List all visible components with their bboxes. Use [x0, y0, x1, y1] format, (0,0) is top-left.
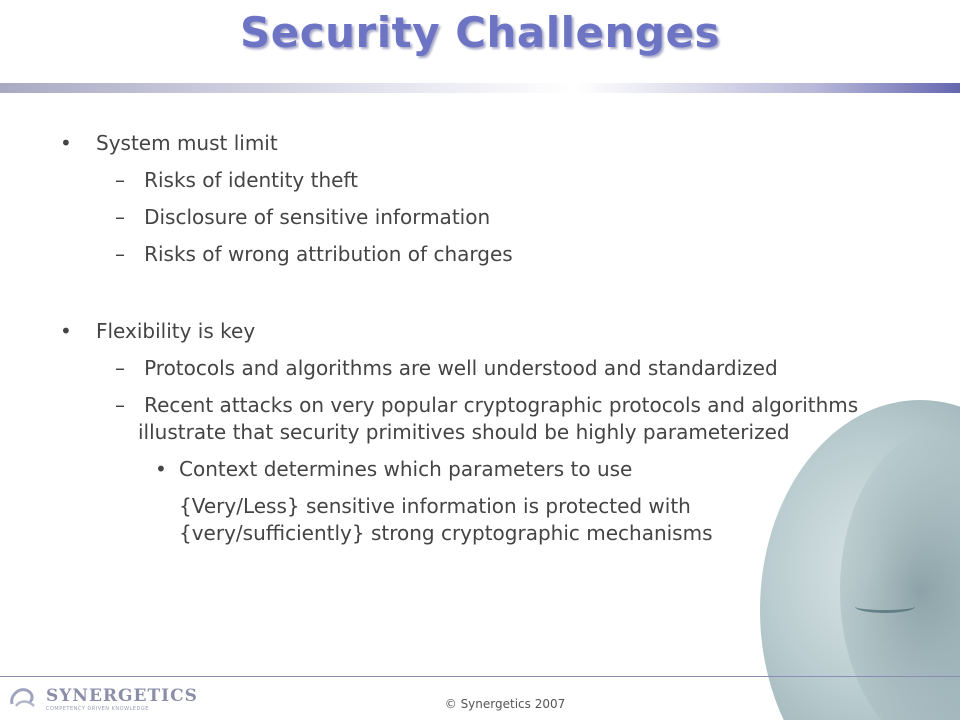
- footer-divider: [0, 676, 960, 677]
- sub-bullet-disclosure: – Disclosure of sensitive information: [115, 205, 491, 229]
- sub-sub-bullet-context: [56, 456, 896, 483]
- sub-bullet-text: Risks of identity theft: [144, 168, 358, 192]
- sub-sub-bullet-text: Context determines which parameters to use: [179, 457, 633, 481]
- title-underline-bar: [0, 83, 960, 93]
- sub-bullet-wrong-attribution: – Risks of wrong attribution of charges: [115, 242, 513, 266]
- sub-bullet-text: Recent attacks on very popular cryptographic protocols and algorithms illustrate that security primitives should be highly parameterized: [138, 393, 859, 444]
- sub-bullet-text: Risks of wrong attribution of charges: [144, 242, 513, 266]
- bullet-dot: •: [155, 457, 167, 481]
- slide-content: [56, 130, 896, 547]
- sub-bullet-recent-attacks: – Recent attacks on very popular cryptographic protocols and algorithms illustrate that security primitives should be highly parameterized: [115, 393, 859, 444]
- sub-bullet-identity-theft: – Risks of identity theft: [115, 168, 358, 192]
- logo-tagline: COMPETENCY DRIVEN KNOWLEDGE: [46, 706, 149, 712]
- bullet-system-must-limit: • System must limit: [56, 130, 896, 157]
- sub-bullet-text: Protocols and algorithms are well understood and standardized: [144, 356, 778, 380]
- logo-text: SYNERGETICS: [46, 686, 198, 706]
- face-eye: [855, 600, 915, 613]
- sub-bullet-text: Disclosure of sensitive information: [144, 205, 491, 229]
- slide-title: Security Challenges: [239, 8, 720, 57]
- sensitive-info-text: {Very/Less} sensitive information is protected with {very/sufficiently} strong cryptographic mechanisms: [179, 494, 713, 545]
- bullet-flexibility: • Flexibility is key: [56, 318, 896, 345]
- sub-bullet-protocols: – Protocols and algorithms are well understood and standardized: [115, 356, 778, 380]
- copyright-text: © Synergetics 2007: [444, 697, 566, 711]
